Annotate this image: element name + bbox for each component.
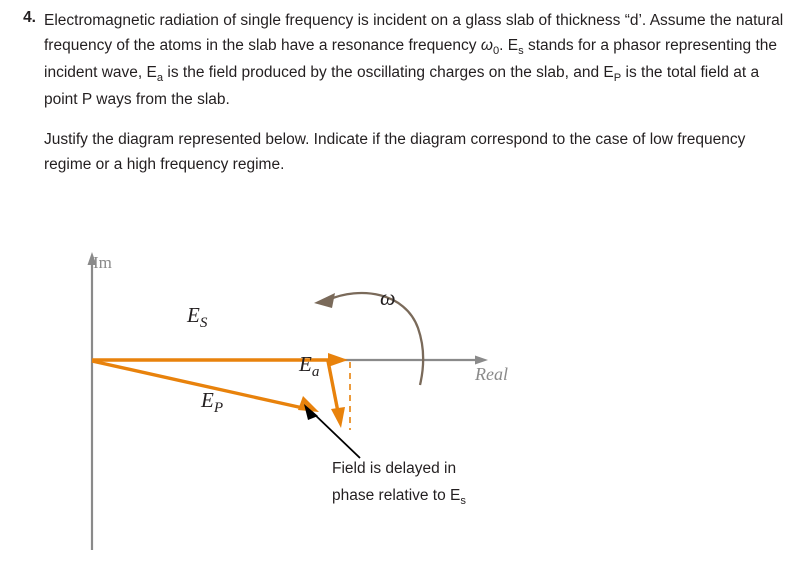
question-paragraph-2: Justify the diagram represented below. Indicate if the diagram correspond to the case of low frequency regime or a high frequency regime. bbox=[44, 130, 746, 173]
vector-ep-label bbox=[201, 388, 223, 417]
vector-ea-label bbox=[299, 352, 319, 381]
phasor-diagram bbox=[60, 240, 760, 560]
paragraph-1-segment-3: stands for a phasor representing the incident wave, E bbox=[44, 37, 778, 82]
caption-line-2-text: phase relative to E bbox=[332, 487, 461, 505]
vector-ea-symbol: E bbox=[299, 352, 312, 376]
imaginary-axis-label: Im bbox=[93, 253, 112, 272]
vector-es-symbol: E bbox=[187, 303, 200, 327]
caption-line-2-subscript: s bbox=[460, 495, 466, 508]
paragraph-1-ep-subscript: P bbox=[613, 72, 622, 85]
diagram-caption-line-1: Field is delayed in bbox=[332, 460, 457, 477]
phasor-diagram-svg bbox=[60, 240, 760, 560]
paragraph-1-es-subscript: s bbox=[518, 45, 524, 58]
vector-ea bbox=[328, 361, 345, 428]
question-paragraph-1 bbox=[44, 8, 790, 113]
paragraph-1-segment-4: is the field produced by the oscillating charges on the slab, and E bbox=[163, 64, 614, 82]
diagram-caption bbox=[332, 455, 662, 512]
paragraph-1-omega: ω bbox=[480, 37, 493, 55]
vector-es-subscript: S bbox=[199, 315, 208, 332]
vector-es-label bbox=[187, 303, 207, 332]
question-text bbox=[44, 8, 790, 177]
question-block bbox=[10, 8, 790, 177]
vector-ea-subscript: a bbox=[311, 364, 320, 381]
paragraph-1-segment-2: . E bbox=[499, 37, 519, 55]
vector-ep-symbol: E bbox=[201, 388, 214, 412]
real-axis-label: Real bbox=[475, 364, 508, 384]
vector-ep-subscript: P bbox=[213, 400, 224, 417]
question-row bbox=[10, 8, 790, 177]
imaginary-axis bbox=[88, 252, 97, 550]
question-number: 4. bbox=[23, 9, 36, 26]
paragraph-1-omega-subscript: 0 bbox=[492, 45, 500, 58]
rotation-label: ω bbox=[380, 285, 396, 310]
paragraph-1-segment-5: is the total field at a point P ways from the slab. bbox=[44, 64, 760, 109]
paragraph-1-ea-subscript: a bbox=[156, 72, 164, 85]
diagram-caption-line-2 bbox=[332, 482, 662, 512]
caption-pointer-arrow bbox=[304, 404, 360, 458]
paragraph-1-segment-1: Electromagnetic radiation of single frequency is incident on a glass slab of thickness “d’. Assume the natural frequency of the atoms in the slab have a resonance frequency bbox=[44, 12, 784, 55]
